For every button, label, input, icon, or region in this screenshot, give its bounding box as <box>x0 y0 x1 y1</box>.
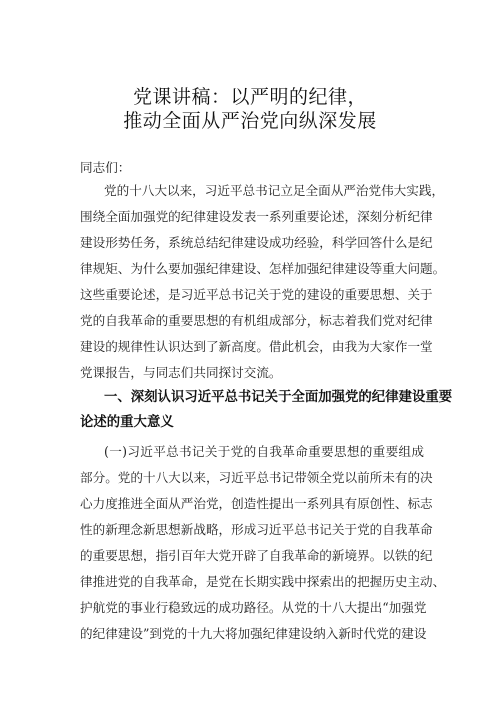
section-heading-line-2: 论述的重大意义 <box>80 415 174 430</box>
paragraph-line: 心力度推进全面从严治党，创造性提出一系列具有原创性、标志 <box>80 496 433 511</box>
paragraph-line: 党的十八大以来，习近平总书记立足全面从严治党伟大实践， <box>104 183 445 198</box>
section-heading-line-1: 一、深刻认识习近平总书记关于全面加强党的纪律建设重要 <box>104 390 453 405</box>
paragraph-line: 律规矩、为什么要加强纪律建设、怎样加强纪律建设等重大问题。 <box>80 261 446 276</box>
paragraph-line: 党课报告，与同志们共同探讨交流。 <box>80 365 282 380</box>
paragraph-line: 性的新理念新思想新战略，形成习近平总书记关于党的自我革命 <box>80 522 433 537</box>
paragraph-line: (一)习近平总书记关于党的自我革命重要思想的重要组成 <box>104 444 424 459</box>
paragraph-line: 建设形势任务，系统总结纪律建设成功经验，科学回答什么是纪 <box>80 235 433 250</box>
document-title-line-1: 党课讲稿：以严明的纪律， <box>132 86 367 108</box>
paragraph-line: 的纪律建设”到党的十九大将加强纪律建设纳入新时代党的建设 <box>80 626 427 641</box>
document-title-line-2: 推动全面从严治党向纵深发展 <box>123 110 377 132</box>
paragraph-line: 围绕全面加强党的纪律建设发表一系列重要论述，深刻分析纪律 <box>80 209 433 224</box>
paragraph-line: 建设的规律性认识达到了新高度。借此机会，由我为大家作一堂 <box>80 339 433 354</box>
paragraph-line: 这些重要论述，是习近平总书记关于党的建设的重要思想、关于 <box>80 287 433 302</box>
paragraph-line: 党的自我革命的重要思想的有机组成部分，标志着我们党对纪律 <box>80 313 433 328</box>
greeting: 同志们： <box>80 160 131 175</box>
paragraph-line: 律推进党的自我革命，是党在长期实践中探索出的把握历史主动、 <box>80 574 446 589</box>
paragraph-line: 护航党的事业行稳致远的成功路径。从党的十八大提出“加强党 <box>80 600 427 615</box>
paragraph-line: 部分。党的十八大以来，习近平总书记带领全党以前所未有的决 <box>80 470 433 485</box>
paragraph-line: 的重要思想，指引百年大党开辟了自我革命的新境界。以铁的纪 <box>80 548 433 563</box>
